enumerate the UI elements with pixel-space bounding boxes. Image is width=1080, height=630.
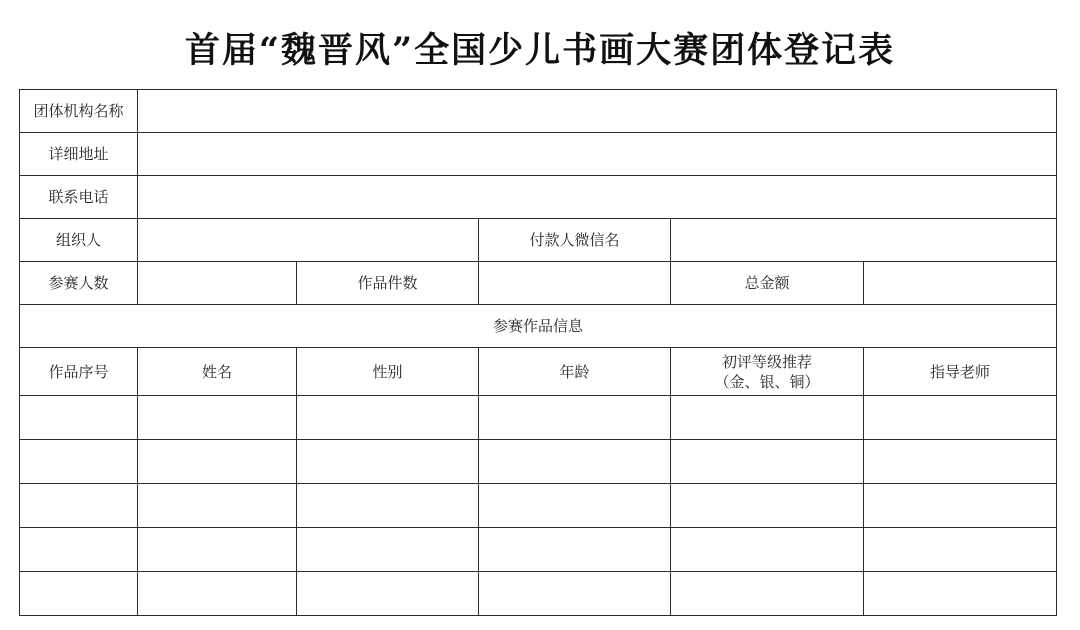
gender-cell[interactable] [297,528,479,572]
organizer-field[interactable] [138,219,479,262]
col-header-gender: 性别 [297,348,479,396]
col-header-name: 姓名 [138,348,297,396]
age-cell[interactable] [479,484,671,528]
age-cell[interactable] [479,396,671,440]
name-cell[interactable] [138,572,297,616]
teacher-cell[interactable] [864,484,1057,528]
gender-cell[interactable] [297,440,479,484]
grade-cell[interactable] [671,528,864,572]
col-header-grade-options: （金、银、铜） [714,372,820,391]
org-name-field[interactable] [138,90,1057,133]
age-cell[interactable] [479,572,671,616]
counts-row [20,262,1057,305]
name-cell[interactable] [138,396,297,440]
work-no-cell[interactable] [20,484,138,528]
grade-cell[interactable] [671,440,864,484]
address-label: 详细地址 [20,133,138,176]
table-row [20,572,1057,616]
page-title: 首届“魏晋风”全国少儿书画大赛团体登记表 [184,30,896,71]
grade-cell[interactable] [671,572,864,616]
column-header-row [20,348,1057,396]
phone-field[interactable] [138,176,1057,219]
works-count-field[interactable] [479,262,671,305]
org-name-label: 团体机构名称 [20,90,138,133]
age-cell[interactable] [479,528,671,572]
col-header-age: 年龄 [479,348,671,396]
address-field[interactable] [138,133,1057,176]
name-cell[interactable] [138,440,297,484]
work-no-cell[interactable] [20,572,138,616]
age-cell[interactable] [479,440,671,484]
work-no-cell[interactable] [20,528,138,572]
table-row [20,440,1057,484]
section-title: 参赛作品信息 [20,305,1057,348]
teacher-cell[interactable] [864,528,1057,572]
table-row [20,484,1057,528]
col-header-grade-label: 初评等级推荐 [721,352,812,371]
col-header-work-no: 作品序号 [20,348,138,396]
works-count-label: 作品件数 [297,262,479,305]
teacher-cell[interactable] [864,440,1057,484]
organizer-label: 组织人 [20,219,138,262]
gender-cell[interactable] [297,396,479,440]
gender-cell[interactable] [297,572,479,616]
participants-label: 参赛人数 [20,262,138,305]
name-cell[interactable] [138,528,297,572]
teacher-cell[interactable] [864,396,1057,440]
registration-form-table [19,89,1057,616]
section-header-row [20,305,1057,348]
grade-cell[interactable] [671,396,864,440]
org-name-row [20,90,1057,133]
col-header-teacher: 指导老师 [864,348,1057,396]
teacher-cell[interactable] [864,572,1057,616]
phone-row [20,176,1057,219]
name-cell[interactable] [138,484,297,528]
total-amount-field[interactable] [864,262,1057,305]
payer-wechat-field[interactable] [671,219,1057,262]
table-row [20,396,1057,440]
gender-cell[interactable] [297,484,479,528]
phone-label: 联系电话 [20,176,138,219]
total-amount-label: 总金额 [671,262,864,305]
work-no-cell[interactable] [20,440,138,484]
organizer-row [20,219,1057,262]
address-row [20,133,1057,176]
col-header-grade [671,348,864,396]
table-row [20,528,1057,572]
payer-wechat-label: 付款人微信名 [479,219,671,262]
work-no-cell[interactable] [20,396,138,440]
participants-field[interactable] [138,262,297,305]
grade-cell[interactable] [671,484,864,528]
